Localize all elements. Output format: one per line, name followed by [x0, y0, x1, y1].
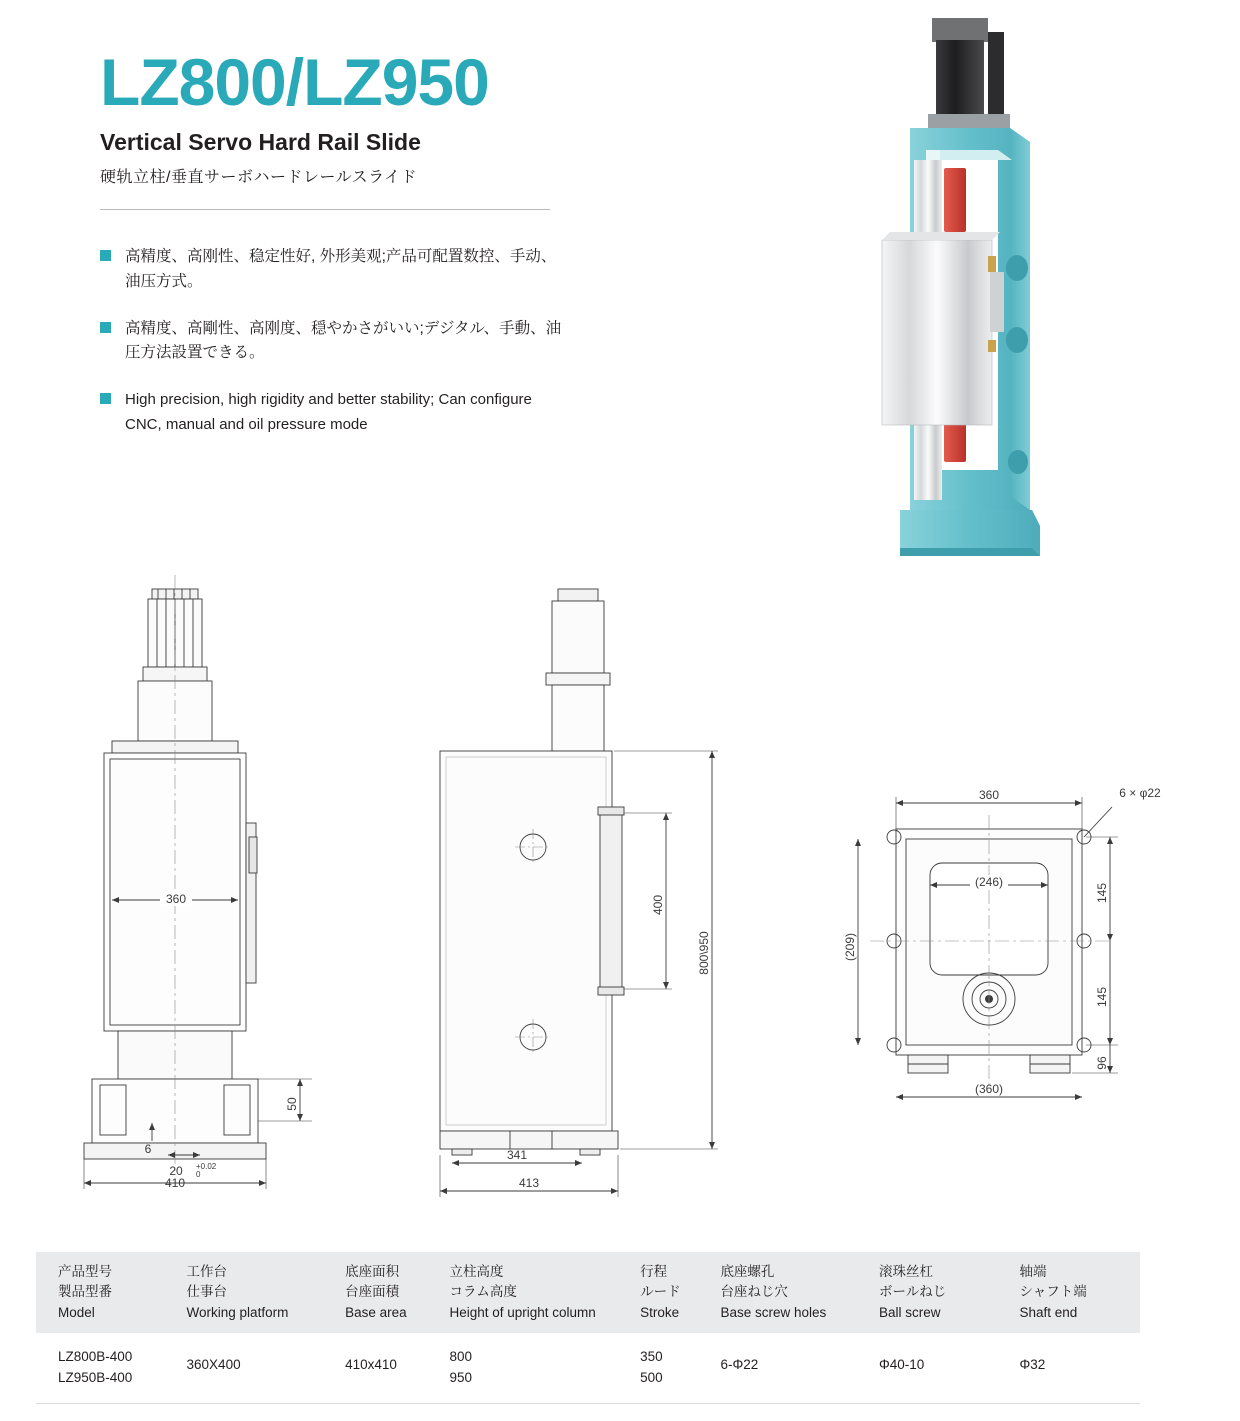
product-photo	[840, 10, 1140, 570]
list-item	[100, 245, 570, 295]
cell-shaft-end: Φ32	[1019, 1356, 1046, 1372]
list-item	[100, 388, 570, 438]
bullet-square-icon	[100, 393, 111, 404]
dim-top-145b: 145	[1095, 986, 1109, 1008]
dim-top-145a: 145	[1095, 882, 1109, 904]
column-header-stroke: 行程 ルード Stroke	[640, 1252, 720, 1333]
column-header-ball-screw: 滚珠丝杠 ボールねじ Ball screw	[879, 1252, 1020, 1333]
feature-text-zh: 高精度、高刚性、稳定性好, 外形美观;产品可配置数控、手动、油压方式。	[125, 248, 557, 290]
column-header-base-area: 底座面积 台座面積 Base area	[345, 1252, 449, 1333]
title-divider	[100, 209, 550, 210]
column-header-working-platform: 工作台 仕事台 Working platform	[187, 1252, 346, 1333]
dim-top-360: 360	[978, 788, 1000, 802]
specifications-table	[36, 1252, 1140, 1404]
technical-drawings	[0, 575, 1240, 1235]
column-header-column-height: 立柱高度 コラム高度 Height of upright column	[449, 1252, 640, 1333]
cell-stroke: 350 500	[640, 1348, 663, 1385]
table-header-row	[36, 1252, 1140, 1333]
header-block	[100, 45, 660, 210]
dim-front-tol-upper: +0.02	[196, 1162, 217, 1171]
dim-side-height: 800\950	[697, 931, 711, 975]
dim-side-400: 400	[651, 894, 665, 916]
dim-front-410: 410	[164, 1176, 186, 1190]
column-header-shaft-end: 轴端 シャフト端 Shaft end	[1020, 1252, 1141, 1333]
dim-front-360: 360	[165, 892, 187, 906]
dim-side-341: 341	[506, 1148, 528, 1162]
cell-base-screw-holes: 6-Φ22	[720, 1356, 759, 1372]
dim-top-base-360: (360)	[974, 1082, 1004, 1096]
servo-motor	[936, 40, 984, 118]
cell-column-height: 800 950	[449, 1348, 472, 1385]
feature-text-ja: 高精度、高剛性、高刚度、穏やかさがいい;デジタル、手動、油圧方法設置できる。	[125, 319, 562, 362]
feature-list	[100, 245, 570, 460]
dim-top-209: (209)	[843, 932, 857, 962]
side-view	[440, 589, 718, 1197]
cell-base-area: 410x410	[345, 1356, 397, 1372]
dim-top-holes: 6 × φ22	[1119, 786, 1161, 800]
dim-top-96: 96	[1095, 1056, 1109, 1070]
feature-text-en: High precision, high rigidity and better stability; Can configure CNC, manual and oil pressure mode	[125, 391, 532, 433]
dim-front-50: 50	[285, 1097, 299, 1111]
dim-front-20: 20	[169, 1164, 183, 1178]
top-view	[855, 797, 1118, 1100]
base-plate	[900, 510, 1040, 548]
motor-cap	[932, 18, 988, 42]
cell-ball-screw: Φ40-10	[879, 1356, 925, 1372]
dim-front-tol-lower: 0	[196, 1170, 201, 1179]
cell-model: LZ800B-400 LZ950B-400	[58, 1348, 133, 1385]
dim-top-246: (246)	[974, 875, 1004, 889]
page-title: LZ800/LZ950	[100, 45, 489, 119]
subtitle-cjk: 硬轨立柱/垂直サーボハードレールスライド	[100, 169, 418, 187]
column-header-base-screw-holes: 底座螺孔 台座ねじ穴 Base screw holes	[720, 1252, 879, 1333]
table-row	[36, 1333, 1140, 1403]
dim-side-413: 413	[518, 1176, 540, 1190]
hydraulic-cylinder-top	[944, 168, 966, 232]
bullet-square-icon	[100, 250, 111, 261]
column-header-model: 产品型号 製品型番 Model	[36, 1252, 187, 1333]
bullet-square-icon	[100, 322, 111, 333]
face-plate	[882, 240, 992, 425]
subtitle-english: Vertical Servo Hard Rail Slide	[100, 129, 421, 156]
dim-front-6: 6	[144, 1142, 152, 1156]
cell-working-platform: 360X400	[186, 1356, 241, 1372]
front-view	[84, 575, 312, 1189]
list-item	[100, 317, 570, 367]
